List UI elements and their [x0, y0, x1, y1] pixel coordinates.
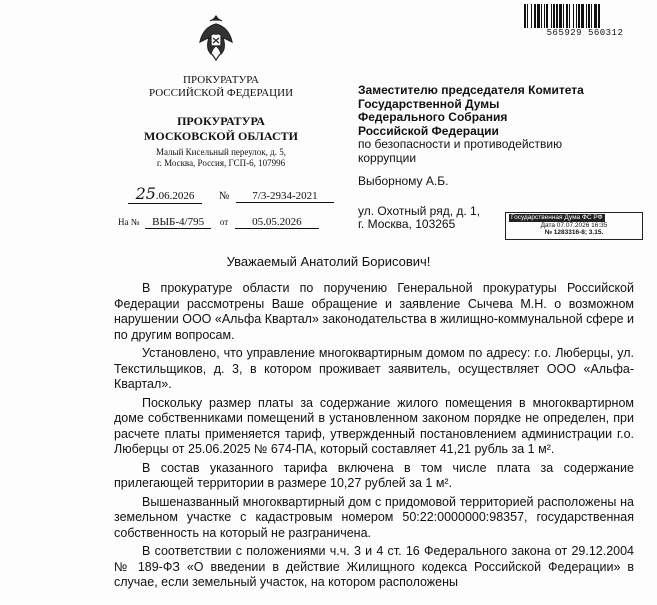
- barcode-bar: [527, 4, 528, 28]
- sender-line-2: РОССИЙСКОЙ ФЕДЕРАЦИИ: [148, 87, 294, 99]
- barcode-bar: [576, 4, 577, 28]
- reference-number: ВЫБ-4/795: [145, 216, 211, 229]
- barcode: [520, 4, 650, 38]
- barcode-bar: [556, 4, 558, 28]
- recipient-line-2: Государственной Думы: [358, 96, 500, 111]
- barcode-bar: [588, 4, 590, 28]
- recipient-address-line-2: г. Москва, 103265: [358, 217, 456, 231]
- reference-from-label: от: [219, 217, 229, 227]
- stamp-line-2: Дата 07.07.2026 16:35: [540, 221, 608, 229]
- barcode-bar: [546, 4, 548, 28]
- paragraph: В состав указанного тарифа включена в том числе плата за содержание прилегающей территории в размере 10,27 рублей за 1 м².: [114, 460, 634, 490]
- paragraph: Поскольку размер платы за содержание жилого помещения в многоквартирном доме собственниками помещений в установленном законом порядке не определен, при расчете платы применяется тариф, утвержденный постановлением администрации г.о. Люберцы от 25.06.2025 № 674-ПА, который составляет 41,21 рубль за 1 м².: [114, 395, 634, 456]
- barcode-bars: [520, 4, 650, 28]
- paragraph: В соответствии с положениями ч.ч. 3 и 4 ст. 16 Федерального закона от 29.12.2004 № 189-ФЗ «О введении в действие Жилищного кодекса Российской Федерации» в случае, если земельный участок, на котором расположены: [114, 544, 634, 589]
- barcode-bar: [534, 4, 536, 28]
- sender-org-line-2: МОСКОВСКОЙ ОБЛАСТИ: [144, 129, 298, 143]
- recipient-name: Выборному А.Б.: [358, 174, 449, 188]
- barcode-bar: [541, 4, 542, 28]
- barcode-bar: [586, 4, 587, 28]
- recipient-block: [358, 84, 628, 232]
- sender-block: [126, 74, 316, 169]
- stamp-line-1: Государственная Дума ФС РФ: [511, 214, 603, 221]
- recipient-line-1: Заместителю председателя Комитета: [358, 83, 584, 97]
- outgoing-registration: [128, 184, 334, 204]
- letter-body: [114, 281, 634, 594]
- paragraph: Вышеназванный многоквартирный дом с придомовой территорией расположены на земельном участке с кадастровым номером 50:22:0000000:98357, государственная собственность на который не разграничена.: [114, 494, 634, 540]
- incoming-stamp: [505, 212, 643, 240]
- sender-address-line-1: Малый Кисельный переулок, д. 5,: [155, 147, 286, 157]
- reference-registration: [118, 216, 319, 229]
- outgoing-number-label: №: [218, 190, 230, 202]
- reference-label: На №: [118, 217, 140, 227]
- outgoing-date-day: 25: [135, 184, 156, 203]
- barcode-bar: [544, 4, 545, 28]
- salutation: Уважаемый Анатолий Борисович!: [226, 254, 431, 269]
- recipient-line-6: коррупции: [358, 150, 417, 165]
- barcode-number: 565929 560312: [546, 28, 624, 38]
- barcode-bar: [591, 4, 592, 28]
- barcode-bar: [563, 4, 564, 28]
- barcode-bar: [559, 4, 562, 28]
- outgoing-date-rest: .06.2026: [155, 190, 195, 202]
- barcode-bar: [524, 4, 526, 28]
- stamp-line-3: № 1283316-8; 3.15.: [544, 229, 604, 236]
- barcode-bar: [531, 4, 532, 28]
- barcode-bar: [598, 4, 600, 28]
- recipient-line-3: Федерального Собрания: [358, 110, 508, 124]
- barcode-bar: [594, 4, 597, 28]
- sender-line-1: ПРОКУРАТУРА: [183, 74, 259, 86]
- recipient-address-line-1: ул. Охотный ряд, д. 1,: [358, 203, 481, 218]
- barcode-bar: [581, 4, 584, 28]
- barcode-bar: [537, 4, 540, 28]
- barcode-bar: [551, 4, 552, 28]
- barcode-bar: [553, 4, 555, 28]
- recipient-line-4: Российской Федерации: [358, 123, 499, 138]
- barcode-bar: [578, 4, 580, 28]
- outgoing-number: 7/3-2934-2021: [236, 190, 334, 203]
- coat-of-arms-emblem: [196, 12, 236, 64]
- sender-address-line-2: г. Москва, Россия, ГСП-6, 107996: [156, 158, 286, 168]
- recipient-line-5: по безопасности и противодействию: [358, 137, 563, 151]
- paragraph: Установлено, что управление многоквартирным домом по адресу: г.о. Люберцы, ул. Текстильщиков, д. 3, в котором проживает заявитель, осуществляет ООО «Альфа-Квартал».: [114, 346, 634, 391]
- barcode-bar: [569, 4, 570, 28]
- paragraph: В прокуратуре области по поручению Генеральной прокуратуры Российской Федерации рассмотрены Ваше обращение и заявление Сычева М.Н. о возможном нарушении ООО «Альфа Квартал» законодательства в жилищно-коммунальной сфере и по другим вопросам.: [114, 281, 634, 342]
- sender-org-line-1: ПРОКУРАТУРА: [177, 114, 265, 128]
- barcode-bar: [566, 4, 568, 28]
- outgoing-date: [128, 184, 202, 204]
- barcode-bar: [573, 4, 574, 28]
- reference-date: 05.05.2026: [235, 216, 319, 229]
